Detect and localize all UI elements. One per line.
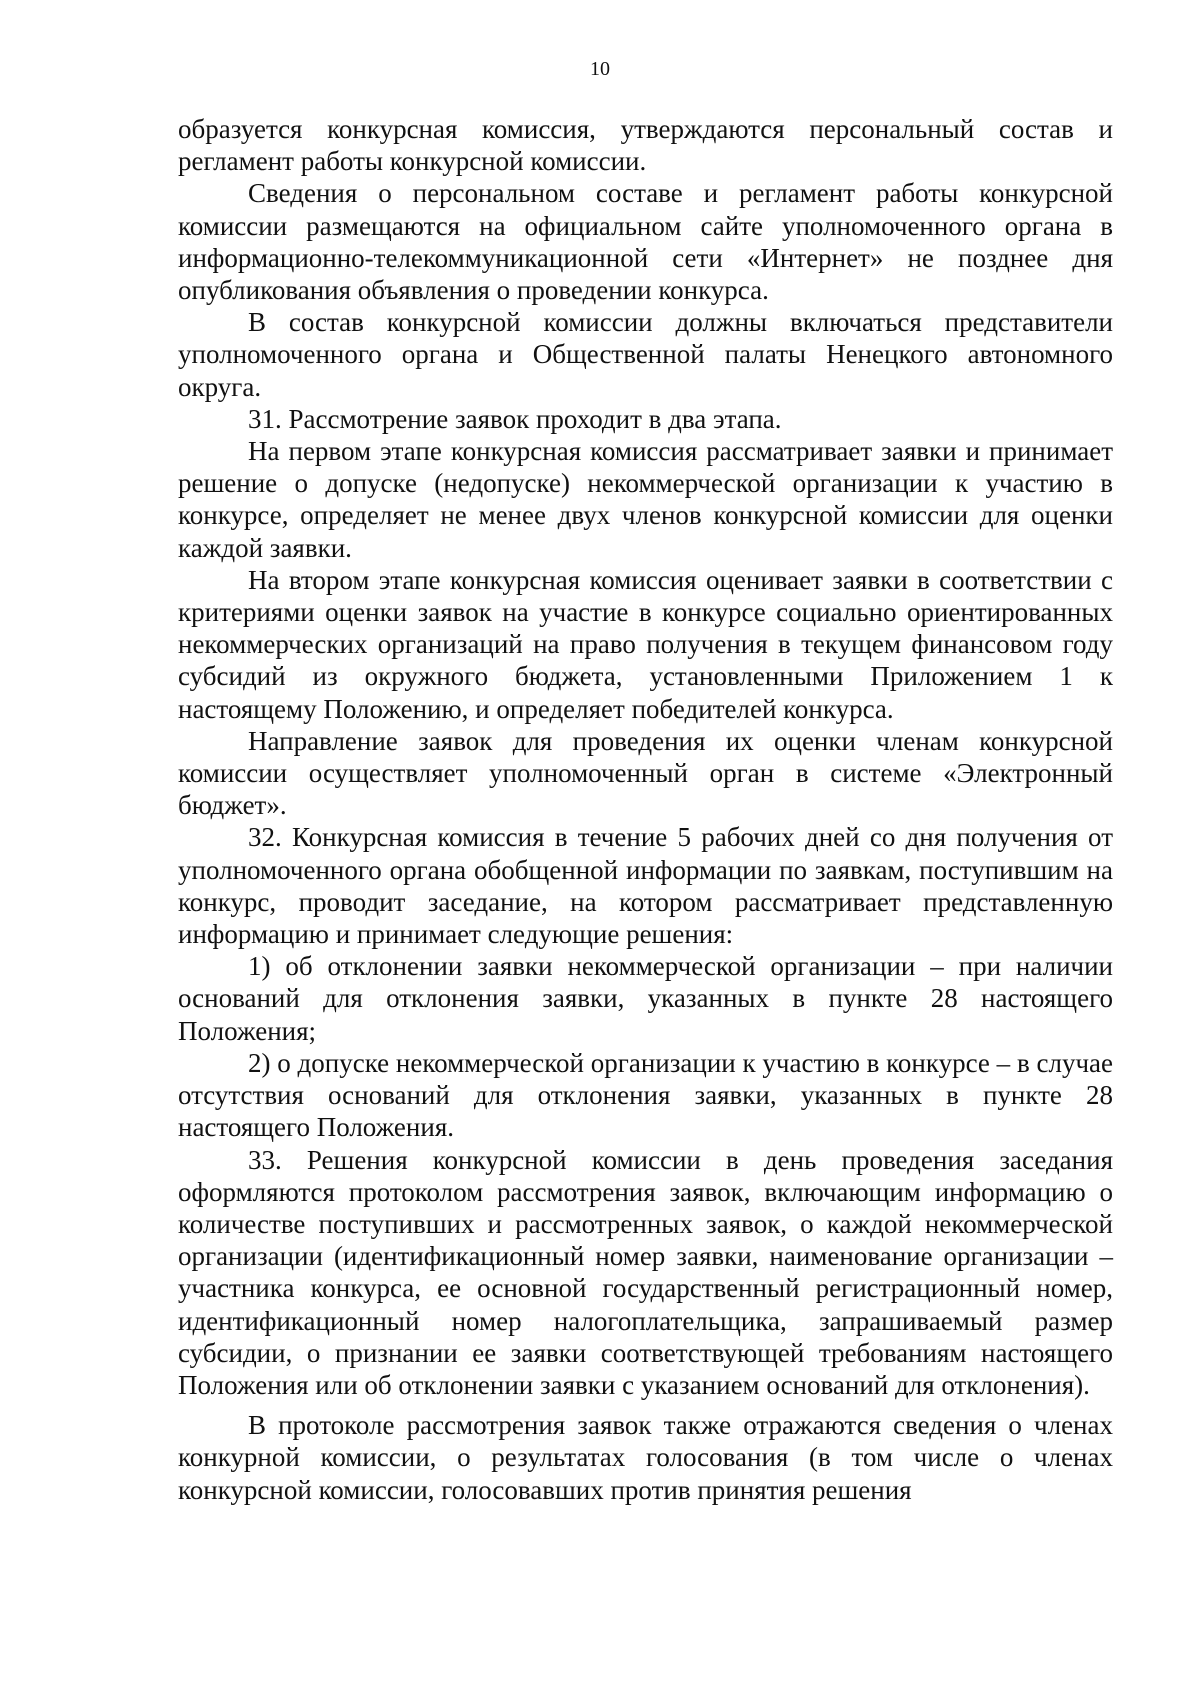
paragraph-clause-32: 32. Конкурсная комиссия в течение 5 рабочих дней со дня получения от уполномоченного органа обобщенной информации по заявкам, поступившим на конкурс, проводит заседание, на котором рассматривает представленную информацию и принимает следующие решения: [178,822,1113,950]
paragraph-application-routing: Направление заявок для проведения их оценки членам конкурсной комиссии осуществляет уполномоченный орган в системе «Электронный бюджет». [178,725,1113,821]
paragraph-continuation: образуется конкурсная комиссия, утверждаются персональный состав и регламент работы конкурсной комиссии. [178,114,1113,177]
paragraph-clause-33: 33. Решения конкурсной комиссии в день проведения заседания оформляются протоколом рассмотрения заявок, включающим информацию о количестве поступивших и рассмотренных заявок, о каждой некоммерческой организации (идентификационный номер заявки, наименование организации – участника конкурса, ее основной государственный регистрационный номер, идентификационный номер налогоплательщика, запрашиваемый размер субсидии, о признании ее заявки соответствующей требованиям настоящего Положения или об отклонении заявки с указанием оснований для отклонения). [178,1144,1113,1400]
document-body [178,113,1113,1506]
page-number: 10 [590,58,610,80]
paragraph-commission-members: В состав конкурсной комиссии должны включаться представители уполномоченного органа и Общественной палаты Ненецкого автономного округа. [178,307,1113,402]
paragraph-first-stage: На первом этапе конкурсная комиссия рассматривает заявки и принимает решение о допуске (недопуске) некоммерческой организации к участию в конкурсе, определяет не менее двух членов конкурсной комиссии для оценки каждой заявки. [178,436,1113,563]
paragraph-clause-31: 31. Рассмотрение заявок проходит в два этапа. [248,403,782,434]
paragraph-commission-info: Сведения о персональном составе и регламент работы конкурсной комиссии размещаются на официальном сайте уполномоченного органа в информационно-телекоммуникационной сети «Интернет» не позднее дня опубликования объявления о проведении конкурса. [178,178,1113,306]
paragraph-decision-reject: 1) об отклонении заявки некоммерческой организации – при наличии оснований для отклонения заявки, указанных в пункте 28 настоящего Положения; [178,951,1113,1046]
paragraph-second-stage: На втором этапе конкурсная комиссия оценивает заявки в соответствии с критериями оценки заявок на участие в конкурсе социально ориентированных некоммерческих организаций на право получения в текущем финансовом году субсидий из окружного бюджета, установленными Приложением 1 к настоящему Положению, и определяет победителей конкурса. [178,564,1113,724]
paragraph-decision-admit: 2) о допуске некоммерческой организации к участию в конкурсе – в случае отсутствия оснований для отклонения заявки, указанных в пункте 28 настоящего Положения. [178,1047,1113,1143]
paragraph-protocol-details: В протоколе рассмотрения заявок также отражаются сведения о членах конкурной комиссии, о результатах голосования (в том числе о членах конкурсной комиссии, голосовавших против принятия решения [178,1410,1113,1505]
